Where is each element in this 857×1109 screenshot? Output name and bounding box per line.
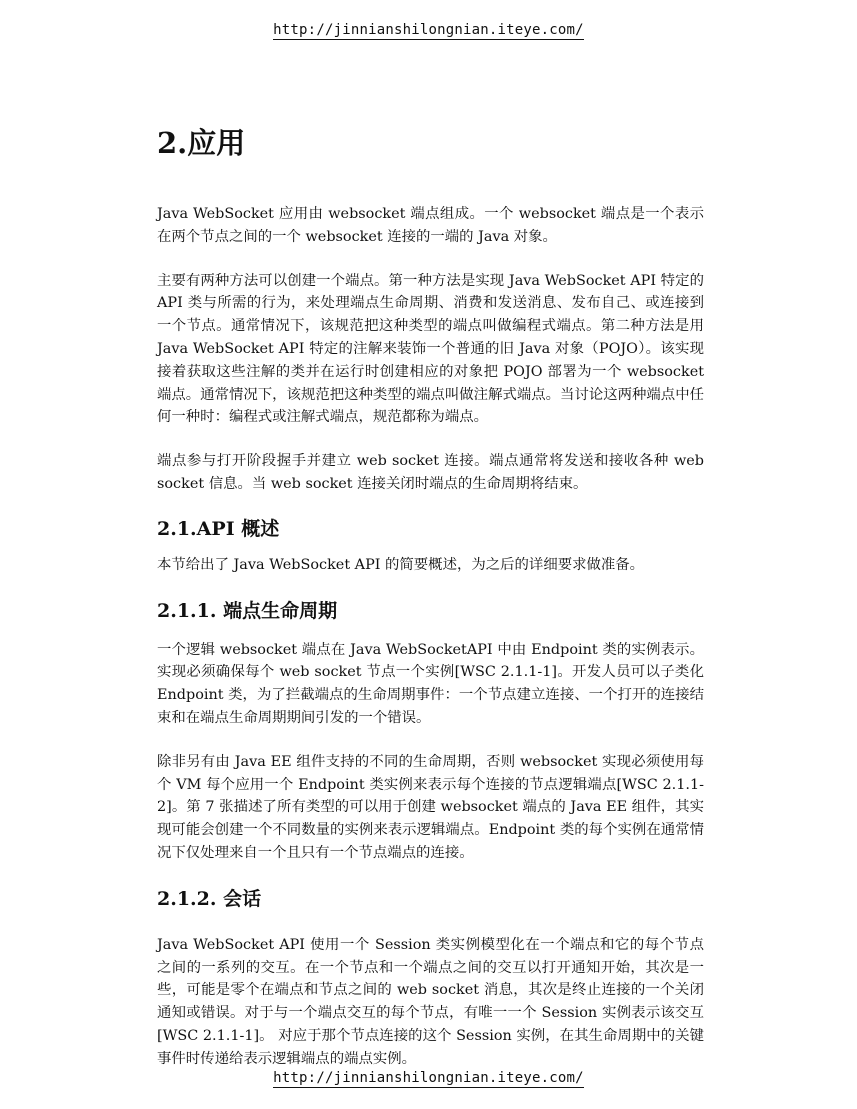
page-footer xyxy=(0,1070,857,1086)
page-header xyxy=(0,22,857,38)
section-paragraph-1: Java WebSocket 应用由 websocket 端点组成。一个 websocket 端点是一个表示在两个节点之间的一个 websocket 连接的一端的 Java 对象。 xyxy=(157,206,704,245)
subsection-title: 2.1.API 概述 xyxy=(157,517,280,540)
subsub2-title: 2.1.2. 会话 xyxy=(157,887,262,910)
subsub2-paragraph: Java WebSocket API 使用一个 Session 类实例模型化在一个端点和它的每个节点之间的一系列的交互。在一个节点和一个端点之间的交互以打开通知开始，其次是一些，可能是零个在端点和节点之间的 web socket 消息，其次是终止连接的一个关闭通知或错误。对于与一个端点交互的每个节点，有唯一一个 Session 实例表示该交互[WSC 2.1.1-1]。 对应于那个节点连接的这个 Session 实例，在其生命周期中的关键事件时传递给表示逻辑端点的端点实例。 xyxy=(157,936,704,1067)
section-paragraph-2: 主要有两种方法可以创建一个端点。第一种方法是实现 Java WebSocket API 特定的 API 类与所需的行为，来处理端点生命周期、消费和发送消息、发布自己、或连接到一个节点。通常情况下，该规范把这种类型的端点叫做编程式端点。第二种方法是用 Java WebSocket API 特定的注解来装饰一个普通的旧 Java 对象（POJO）。该实现接着获取这些注解的类并在运行时创建相应的对象把 POJO 部署为一个 websocket 端点。通常情况下，该规范把这种类型的端点叫做注解式端点。当讨论这两种端点中任何一种时：编程式或注解式端点，规范都称为端点。 xyxy=(157,272,704,426)
footer-url-link[interactable]: http://jinnianshilongnian.iteye.com/ xyxy=(273,1070,584,1086)
section-title: 2.应用 xyxy=(157,126,246,160)
section-paragraph-3: 端点参与打开阶段握手并建立 web socket 连接。端点通常将发送和接收各种 web socket 信息。当 web socket 连接关闭时端点的生命周期将结束。 xyxy=(157,453,704,492)
header-url-link[interactable]: http://jinnianshilongnian.iteye.com/ xyxy=(273,22,584,38)
subsection-paragraph: 本节给出了 Java WebSocket API 的简要概述，为之后的详细要求做准备。 xyxy=(157,556,645,573)
document-body xyxy=(157,118,704,1092)
subsub1-paragraph-2: 除非另有由 Java EE 组件支持的不同的生命周期，否则 websocket 实现必须使用每个 VM 每个应用一个 Endpoint 类实例来表示每个连接的节点逻辑端点[WSC 2.1.1-2]。第 7 张描述了所有类型的可以用于创建 websocket 端点的 Java EE 组件，其实现可能会创建一个不同数量的实例来表示逻辑端点。Endpoint 类的每个实例在通常情况下仅处理来自一个且只有一个节点端点的连接。 xyxy=(157,753,704,861)
subsub1-title: 2.1.1. 端点生命周期 xyxy=(157,599,338,622)
subsub1-paragraph-1: 一个逻辑 websocket 端点在 Java WebSocketAPI 中由 Endpoint 类的实例表示。实现必须确保每个 web socket 节点一个实例[WSC 2.1.1-1]。开发人员可以子类化 Endpoint 类，为了拦截端点的生命周期事件：一个节点建立连接、一个打开的连接结束和在端点生命周期期间引发的一个错误。 xyxy=(157,641,704,726)
